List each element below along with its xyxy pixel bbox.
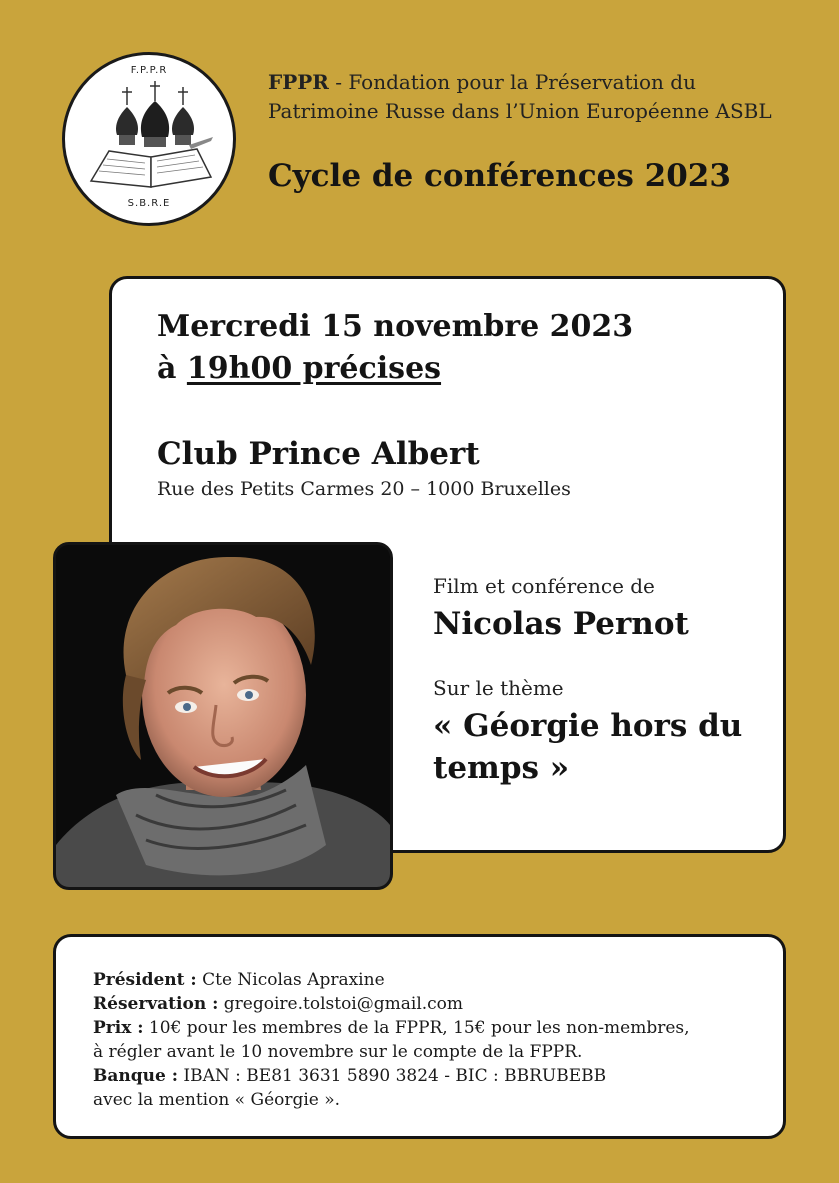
org-name-line1: - Fondation pour la Préservation du: [328, 70, 696, 94]
event-address: Rue des Petits Carmes 20 – 1000 Bruxelles: [157, 478, 571, 500]
event-time: [157, 348, 441, 390]
price-line-2: à régler avant le 10 novembre sur le compte de la FPPR.: [93, 1042, 583, 1062]
president-value: Cte Nicolas Apraxine: [196, 970, 385, 990]
reservation-line: [93, 992, 783, 1016]
org-name-line2: Patrimoine Russe dans l’Union Européenne ASBL: [268, 99, 772, 123]
event-time-value: 19h00 précises: [186, 351, 442, 386]
conference-theme: « Géorgie hors du temps »: [433, 708, 743, 786]
president-label: Président :: [93, 970, 197, 990]
org-acronym: FPPR: [268, 70, 329, 94]
bank-value: IBAN : BE81 3631 5890 3824 - BIC : BBRUBEBB: [178, 1066, 607, 1086]
price-value: 10€ pour les membres de la FPPR, 15€ pour les non-membres,: [143, 1018, 690, 1038]
reservation-label: Réservation :: [93, 994, 219, 1014]
bank-label: Banque :: [93, 1066, 178, 1086]
bank-line-2: avec la mention « Géorgie ».: [93, 1090, 341, 1110]
event-time-prefix: à: [157, 351, 187, 386]
speaker-photo: [53, 542, 393, 890]
speaker-intro: Film et conférence de: [433, 574, 655, 598]
bank-line: [93, 1064, 783, 1088]
president-line: [93, 968, 783, 992]
church-domes-book-icon: [85, 79, 215, 204]
fppr-logo: [62, 52, 236, 226]
price-line: [93, 1016, 783, 1040]
organization-name: [268, 68, 828, 126]
event-date: Mercredi 15 novembre 2023: [157, 309, 634, 344]
theme-intro: Sur le thème: [433, 676, 564, 700]
speaker-portrait-image: [56, 545, 390, 887]
speaker-name: Nicolas Pernot: [433, 606, 689, 642]
price-label: Prix :: [93, 1018, 144, 1038]
event-venue: Club Prince Albert: [157, 436, 480, 472]
practical-info-box: [53, 934, 786, 1139]
logo-top-text: F.P.P.R: [130, 65, 168, 76]
reservation-email[interactable]: gregoire.tolstoi@gmail.com: [218, 994, 464, 1014]
cycle-title: Cycle de conférences 2023: [268, 158, 731, 194]
logo-bottom-text: S.B.R.E: [127, 198, 171, 209]
